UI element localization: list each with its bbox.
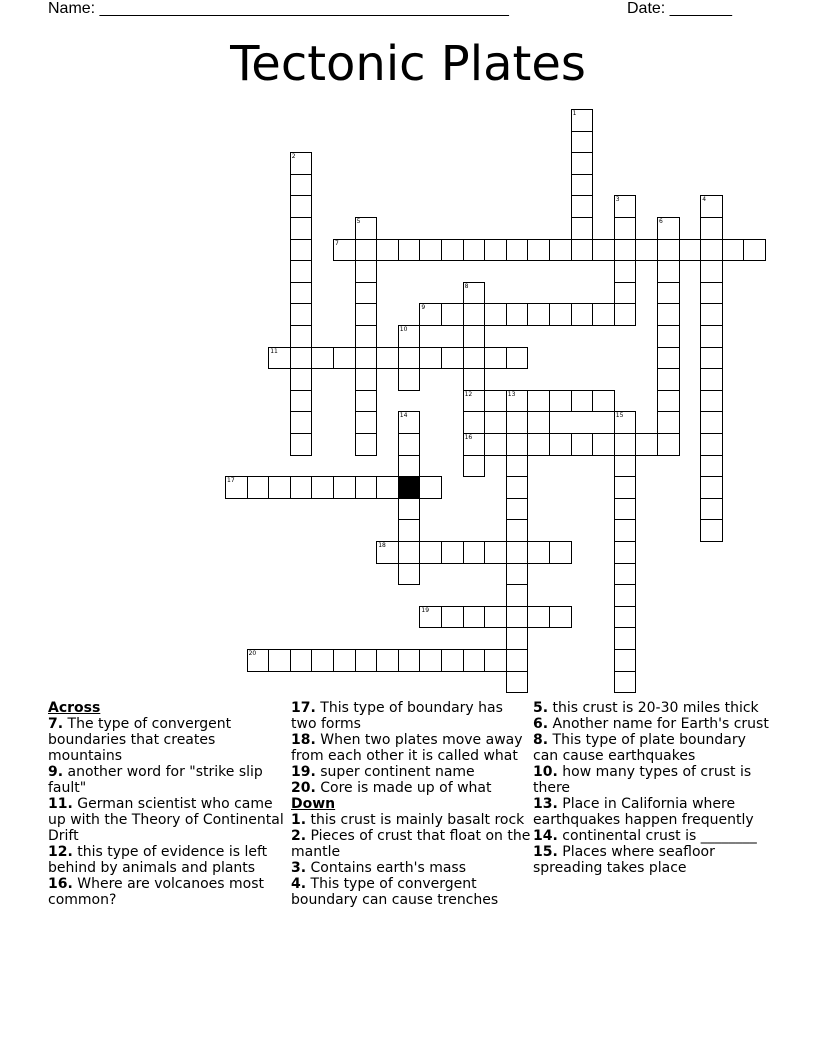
grid-cell[interactable] <box>614 476 637 499</box>
clue-number: 8 <box>464 282 469 290</box>
grid-cell[interactable] <box>463 325 486 348</box>
grid-cell[interactable] <box>700 239 723 262</box>
clue-text: Pieces of crust that float on the mantle <box>291 828 531 860</box>
grid-cell[interactable] <box>700 433 723 456</box>
grid-cell[interactable] <box>355 368 378 391</box>
grid-cell[interactable] <box>355 411 378 434</box>
clue-number: 7 <box>335 239 339 247</box>
clue <box>291 780 531 796</box>
grid-cell[interactable] <box>484 239 507 262</box>
grid-cell[interactable] <box>506 584 529 607</box>
clue-text: This type of plate boundary can cause earthquakes <box>533 732 746 764</box>
grid-cell[interactable] <box>419 606 442 629</box>
clue-text: German scientist who came up with the Theory of Continental Drift <box>48 796 284 844</box>
grid-cell[interactable] <box>700 368 723 391</box>
grid-cell[interactable] <box>614 649 637 672</box>
grid-cell[interactable] <box>506 649 529 672</box>
grid-cell[interactable] <box>398 519 421 542</box>
clue-text: Core is made up of what <box>315 780 492 796</box>
grid-cell[interactable] <box>398 368 421 391</box>
grid-cell[interactable] <box>441 303 464 326</box>
grid-cell[interactable] <box>614 584 637 607</box>
grid-cell[interactable] <box>290 368 313 391</box>
clues-column-1 <box>48 700 288 908</box>
clue-number-label: 10. <box>533 764 558 780</box>
grid-cell[interactable] <box>484 347 507 370</box>
grid-cell[interactable] <box>571 195 594 218</box>
grid-cell[interactable] <box>484 390 507 413</box>
grid-cell[interactable] <box>614 411 637 434</box>
clue-number: 3 <box>615 196 620 204</box>
grid-cell[interactable] <box>355 649 378 672</box>
grid-cell[interactable] <box>506 563 529 586</box>
clue-number-label: 3. <box>291 860 307 876</box>
grid-cell[interactable] <box>527 390 550 413</box>
grid-cell[interactable] <box>290 347 313 370</box>
grid-cell[interactable] <box>290 433 313 456</box>
grid-cell[interactable] <box>463 433 486 456</box>
grid-cell[interactable] <box>614 217 637 240</box>
clue-number-label: 2. <box>291 828 307 844</box>
clue-text: another word for "strike slip fault" <box>48 764 263 796</box>
grid-cell[interactable] <box>290 476 313 499</box>
grid-cell[interactable] <box>614 239 637 262</box>
grid-cell[interactable] <box>355 325 378 348</box>
grid-cell[interactable] <box>614 455 637 478</box>
grid-cell[interactable] <box>657 217 680 240</box>
grid-cell[interactable] <box>290 152 313 175</box>
grid-cell[interactable] <box>700 390 723 413</box>
grid-cell[interactable] <box>333 476 356 499</box>
grid-cell[interactable] <box>506 606 529 629</box>
grid-cell[interactable] <box>571 152 594 175</box>
grid-cell[interactable] <box>527 541 550 564</box>
grid-cell[interactable] <box>355 239 378 262</box>
clue-number: 15 <box>615 412 624 420</box>
grid-cell[interactable] <box>441 606 464 629</box>
grid-cell[interactable] <box>549 303 572 326</box>
grid-cell[interactable] <box>700 411 723 434</box>
grid-cell[interactable] <box>571 239 594 262</box>
clue-number-label: 19. <box>291 764 316 780</box>
grid-cell[interactable] <box>290 411 313 434</box>
grid-cell[interactable] <box>506 455 529 478</box>
clue <box>533 844 773 876</box>
clues-column-3 <box>533 700 773 876</box>
grid-cell[interactable] <box>398 563 421 586</box>
clue-number-label: 4. <box>291 876 307 892</box>
grid-cell[interactable] <box>657 411 680 434</box>
grid-cell[interactable] <box>527 433 550 456</box>
grid-cell[interactable] <box>549 433 572 456</box>
grid-cell[interactable] <box>355 390 378 413</box>
clue <box>48 764 288 796</box>
grid-cell[interactable] <box>484 303 507 326</box>
grid-cell[interactable] <box>441 347 464 370</box>
grid-cell[interactable] <box>247 476 270 499</box>
grid-cell[interactable] <box>700 476 723 499</box>
grid-cell[interactable] <box>571 433 594 456</box>
grid-cell[interactable] <box>441 541 464 564</box>
grid-cell[interactable] <box>484 411 507 434</box>
grid-cell[interactable] <box>419 649 442 672</box>
clue-number: 1 <box>572 110 577 117</box>
grid-cell[interactable] <box>592 303 615 326</box>
grid-cell[interactable] <box>268 347 291 370</box>
clues-column-2 <box>291 700 531 908</box>
grid-cell[interactable] <box>700 455 723 478</box>
grid-cell[interactable] <box>419 303 442 326</box>
clue-text: continental crust is ________ <box>557 828 757 844</box>
grid-cell[interactable] <box>376 541 399 564</box>
clue-text: Contains earth's mass <box>306 860 467 876</box>
clue-number-label: 12. <box>48 844 73 860</box>
grid-cell[interactable] <box>355 282 378 305</box>
grid-cell[interactable] <box>549 239 572 262</box>
grid-cell[interactable] <box>376 347 399 370</box>
grid-cell[interactable] <box>614 627 637 650</box>
clue-number: 13 <box>507 390 516 398</box>
grid-cell[interactable] <box>333 649 356 672</box>
clue-number-label: 8. <box>533 732 549 748</box>
clue-number-label: 17. <box>291 700 316 716</box>
grid-cell[interactable] <box>290 174 313 197</box>
clue-number: 2 <box>291 153 296 161</box>
grid-cell[interactable] <box>398 411 421 434</box>
grid-cell[interactable] <box>463 347 486 370</box>
grid-cell[interactable] <box>506 303 529 326</box>
grid-cell[interactable] <box>549 390 572 413</box>
grid-cell[interactable] <box>506 541 529 564</box>
grid-cell[interactable] <box>398 649 421 672</box>
clue-number: 9 <box>421 304 426 312</box>
black-cell <box>398 476 421 499</box>
grid-cell[interactable] <box>700 282 723 305</box>
clue-text: This type of boundary has two forms <box>291 700 503 732</box>
clue-number-label: 1. <box>291 812 307 828</box>
grid-cell[interactable] <box>290 217 313 240</box>
grid-cell[interactable] <box>506 390 529 413</box>
clue-text: this crust is 20-30 miles thick <box>548 700 759 716</box>
clue <box>291 732 531 764</box>
clue-number: 10 <box>399 326 408 333</box>
clue-number-label: 13. <box>533 796 558 812</box>
grid-cell[interactable] <box>441 239 464 262</box>
grid-cell[interactable] <box>571 303 594 326</box>
name-field-label: Name: ______________________________________________ <box>48 0 509 17</box>
clue-number: 11 <box>270 347 278 355</box>
grid-cell[interactable] <box>635 433 658 456</box>
grid-cell[interactable] <box>463 606 486 629</box>
grid-cell[interactable] <box>376 476 399 499</box>
grid-cell[interactable] <box>506 627 529 650</box>
grid-cell[interactable] <box>398 347 421 370</box>
clue <box>291 812 531 828</box>
clue <box>291 860 531 876</box>
grid-cell[interactable] <box>506 239 529 262</box>
grid-cell[interactable] <box>657 303 680 326</box>
grid-cell[interactable] <box>376 649 399 672</box>
grid-cell[interactable] <box>506 411 529 434</box>
grid-cell[interactable] <box>743 239 766 262</box>
clue-number-label: 18. <box>291 732 316 748</box>
grid-cell[interactable] <box>398 239 421 262</box>
grid-cell[interactable] <box>290 260 313 283</box>
clue-text: Where are volcanoes most common? <box>48 876 264 908</box>
grid-cell[interactable] <box>592 390 615 413</box>
grid-cell[interactable] <box>419 541 442 564</box>
grid-cell[interactable] <box>355 260 378 283</box>
grid-cell[interactable] <box>311 347 334 370</box>
grid-cell[interactable] <box>463 303 486 326</box>
grid-cell[interactable] <box>571 131 594 154</box>
clue <box>533 732 773 764</box>
page-title: Tectonic Plates <box>230 36 586 92</box>
grid-cell[interactable] <box>463 411 486 434</box>
clue-number-label: 5. <box>533 700 549 716</box>
grid-cell[interactable] <box>398 541 421 564</box>
grid-cell[interactable] <box>333 239 356 262</box>
grid-cell[interactable] <box>614 303 637 326</box>
grid-cell[interactable] <box>614 606 637 629</box>
grid-cell[interactable] <box>614 195 637 218</box>
clue <box>48 844 288 876</box>
clue-text: Another name for Earth's crust <box>548 716 769 732</box>
grid-cell[interactable] <box>290 325 313 348</box>
grid-cell[interactable] <box>268 476 291 499</box>
clue <box>533 700 773 716</box>
grid-cell[interactable] <box>311 649 334 672</box>
grid-cell[interactable] <box>592 433 615 456</box>
grid-cell[interactable] <box>700 325 723 348</box>
date-field-label: Date: _______ <box>627 0 732 17</box>
grid-cell[interactable] <box>484 606 507 629</box>
grid-cell[interactable] <box>247 649 270 672</box>
grid-cell[interactable] <box>527 411 550 434</box>
clue-number-label: 11. <box>48 796 73 812</box>
clue-text: When two plates move away from each other it is called what <box>291 732 523 764</box>
grid-cell[interactable] <box>506 433 529 456</box>
grid-cell[interactable] <box>419 347 442 370</box>
clue-number: 17 <box>227 477 235 485</box>
grid-cell[interactable] <box>506 476 529 499</box>
clue <box>533 828 773 844</box>
clue-text: this crust is mainly basalt rock <box>306 812 525 828</box>
grid-cell[interactable] <box>657 390 680 413</box>
grid-cell[interactable] <box>657 368 680 391</box>
clue-number: 12 <box>464 390 473 398</box>
grid-cell[interactable] <box>657 325 680 348</box>
clue-text: super continent name <box>315 764 475 780</box>
grid-cell[interactable] <box>527 606 550 629</box>
clue <box>291 828 531 860</box>
grid-cell[interactable] <box>463 455 486 478</box>
grid-cell[interactable] <box>635 239 658 262</box>
grid-cell[interactable] <box>506 671 529 694</box>
clue-text: This type of convergent boundary can cause trenches <box>291 876 499 908</box>
grid-cell[interactable] <box>571 217 594 240</box>
grid-cell[interactable] <box>463 282 486 305</box>
grid-cell[interactable] <box>700 303 723 326</box>
grid-cell[interactable] <box>419 476 442 499</box>
grid-cell[interactable] <box>700 498 723 521</box>
grid-cell[interactable] <box>700 260 723 283</box>
grid-cell[interactable] <box>355 433 378 456</box>
grid-cell[interactable] <box>506 498 529 521</box>
grid-cell[interactable] <box>376 239 399 262</box>
grid-cell[interactable] <box>527 239 550 262</box>
grid-cell[interactable] <box>268 649 291 672</box>
clue-number: 6 <box>659 218 663 225</box>
grid-cell[interactable] <box>549 606 572 629</box>
grid-cell[interactable] <box>311 476 334 499</box>
clue-number-label: 14. <box>533 828 558 844</box>
clue <box>48 876 288 908</box>
grid-cell[interactable] <box>441 649 464 672</box>
clue-text: Place in California where earthquakes happen frequently <box>533 796 754 828</box>
grid-cell[interactable] <box>290 649 313 672</box>
grid-cell[interactable] <box>506 519 529 542</box>
grid-cell[interactable] <box>398 498 421 521</box>
clue <box>533 764 773 796</box>
grid-cell[interactable] <box>355 347 378 370</box>
clue-text: The type of convergent boundaries that creates mountains <box>48 716 232 764</box>
grid-cell[interactable] <box>506 347 529 370</box>
grid-cell[interactable] <box>700 217 723 240</box>
clue-number-label: 9. <box>48 764 64 780</box>
grid-cell[interactable] <box>722 239 745 262</box>
grid-cell[interactable] <box>657 433 680 456</box>
clue-number-label: 15. <box>533 844 558 860</box>
grid-cell[interactable] <box>657 239 680 262</box>
clue-number: 18 <box>378 542 386 549</box>
grid-cell[interactable] <box>614 433 637 456</box>
grid-cell[interactable] <box>700 519 723 542</box>
clue-number: 14 <box>399 412 408 420</box>
grid-cell[interactable] <box>398 325 421 348</box>
clue <box>291 764 531 780</box>
grid-cell[interactable] <box>549 541 572 564</box>
clue <box>291 700 531 732</box>
clue-heading: Across <box>48 700 101 716</box>
grid-cell[interactable] <box>657 282 680 305</box>
clue-number: 20 <box>248 650 257 657</box>
clue <box>48 796 288 844</box>
clue-number: 19 <box>421 606 430 614</box>
grid-cell[interactable] <box>290 390 313 413</box>
grid-cell[interactable] <box>592 239 615 262</box>
grid-cell[interactable] <box>527 303 550 326</box>
grid-cell[interactable] <box>679 239 702 262</box>
clue-number-label: 20. <box>291 780 316 796</box>
clue-number: 5 <box>356 218 361 225</box>
grid-cell[interactable] <box>700 195 723 218</box>
grid-cell[interactable] <box>700 347 723 370</box>
grid-cell[interactable] <box>290 239 313 262</box>
grid-cell[interactable] <box>657 260 680 283</box>
grid-cell[interactable] <box>333 347 356 370</box>
grid-cell[interactable] <box>571 390 594 413</box>
grid-cell[interactable] <box>614 563 637 586</box>
grid-cell[interactable] <box>571 109 594 132</box>
clue-number-label: 7. <box>48 716 64 732</box>
grid-cell[interactable] <box>463 541 486 564</box>
clue <box>533 716 773 732</box>
grid-cell[interactable] <box>484 541 507 564</box>
grid-cell[interactable] <box>355 217 378 240</box>
grid-cell[interactable] <box>657 347 680 370</box>
grid-cell[interactable] <box>290 303 313 326</box>
grid-cell[interactable] <box>463 239 486 262</box>
grid-cell[interactable] <box>419 239 442 262</box>
grid-cell[interactable] <box>463 368 486 391</box>
clue-text: this type of evidence is left behind by animals and plants <box>48 844 268 876</box>
clue-number-label: 6. <box>533 716 549 732</box>
grid-cell[interactable] <box>614 260 637 283</box>
grid-cell[interactable] <box>355 303 378 326</box>
grid-cell[interactable] <box>614 541 637 564</box>
grid-cell[interactable] <box>290 195 313 218</box>
grid-cell[interactable] <box>484 649 507 672</box>
grid-cell[interactable] <box>398 455 421 478</box>
clue-text: how many types of crust is there <box>533 764 752 796</box>
grid-cell[interactable] <box>614 498 637 521</box>
clue <box>48 716 288 764</box>
grid-cell[interactable] <box>463 390 486 413</box>
grid-cell[interactable] <box>463 649 486 672</box>
grid-cell[interactable] <box>290 282 313 305</box>
grid-cell[interactable] <box>614 282 637 305</box>
clue-number-label: 16. <box>48 876 73 892</box>
clue-text: Places where seafloor spreading takes place <box>533 844 715 876</box>
grid-cell[interactable] <box>614 519 637 542</box>
grid-cell[interactable] <box>614 671 637 694</box>
clue-heading: Down <box>291 796 336 812</box>
grid-cell[interactable] <box>398 433 421 456</box>
clue <box>291 876 531 908</box>
clue-number: 16 <box>464 434 473 441</box>
grid-cell[interactable] <box>484 433 507 456</box>
grid-cell[interactable] <box>225 476 248 499</box>
clue <box>533 796 773 828</box>
grid-cell[interactable] <box>355 476 378 499</box>
clue-number: 4 <box>702 196 707 204</box>
grid-cell[interactable] <box>571 174 594 197</box>
